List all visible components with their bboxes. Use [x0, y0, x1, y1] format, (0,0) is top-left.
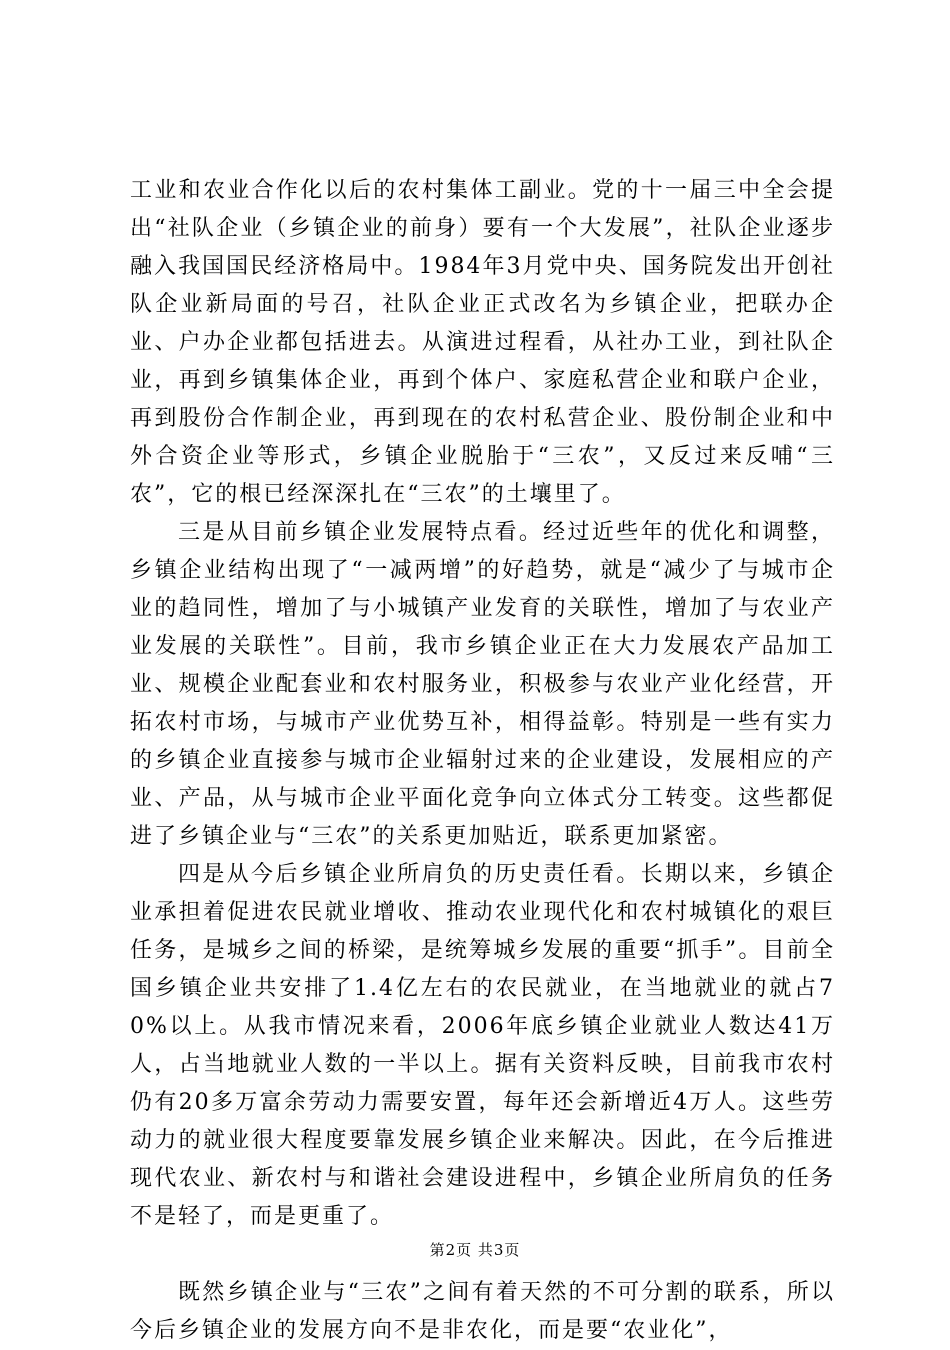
paragraph-conclusion: 既然乡镇企业与“三农”之间有着天然的不可分割的联系，所以今后乡镇企业的发展方向不是非农化，而是要“农业化”， [130, 1280, 835, 1343]
document-body [130, 172, 835, 1350]
paragraph-continuation: 工业和农业合作化以后的农村集体工副业。党的十一届三中全会提出“社队企业（乡镇企业的前身）要有一个大发展”，社队企业逐步融入我国国民经济格局中。1984年3月党中央、国务院发出开创社队企业新局面的号召，社队企业正式改名为乡镇企业，把联办企业、户办企业都包括进去。从演进过程看，从社办工业，到社队企业，再到乡镇集体企业，再到个体户、家庭私营企业和联户企业，再到股份合作制企业，再到现在的农村私营企业、股份制企业和中外合资企业等形式，乡镇企业脱胎于“三农”，又反过来反哺“三农”，它的根已经深深扎在“三农”的土壤里了。 [130, 178, 835, 507]
page-number-footer: 第2页 共3页 [429, 1241, 521, 1259]
paragraph-point-three: 三是从目前乡镇企业发展特点看。经过近些年的优化和调整，乡镇企业结构出现了“一减两增”的好趋势，就是“减少了与城市企业的趋同性，增加了与小城镇产业发育的关联性，增加了与农业产业发展的关联性”。目前，我市乡镇企业正在大力发展农产品加工业、规模企业配套业和农村服务业，积极参与农业产业化经营，开拓农村市场，与城市产业优势互补，相得益彰。特别是一些有实力的乡镇企业直接参与城市企业辐射过来的企业建设，发展相应的产业、产品，从与城市企业平面化竞争向立体式分工转变。这些都促进了乡镇企业与“三农”的关系更加贴近，联系更加紧密。 [130, 520, 835, 849]
paragraph-point-four: 四是从今后乡镇企业所肩负的历史责任看。长期以来，乡镇企业承担着促进农民就业增收、推动农业现代化和农村城镇化的艰巨任务，是城乡之间的桥梁，是统筹城乡发展的重要“抓手”。目前全国乡镇企业共安排了1.4亿左右的农民就业，在当地就业的就占70%以上。从我市情况来看，2006年底乡镇企业就业人数达41万人，占当地就业人数的一半以上。据有关资料反映，目前我市农村仍有20多万富余劳动力需要安置，每年还会新增近4万人。这些劳动力的就业很大程度要靠发展乡镇企业来解决。因此，在今后推进现代农业、新农村与和谐社会建设进程中，乡镇企业所肩负的任务不是轻了，而是更重了。 [130, 862, 835, 1229]
